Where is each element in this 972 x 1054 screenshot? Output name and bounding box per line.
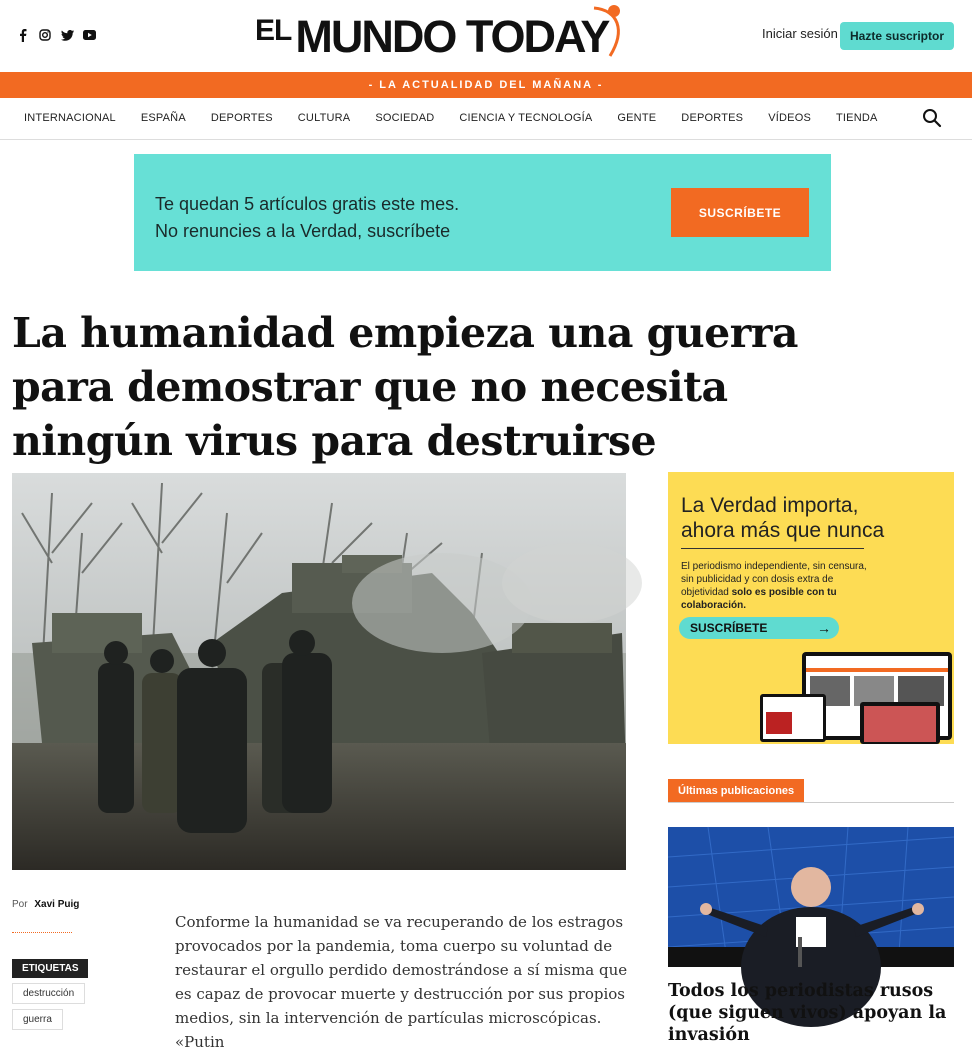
latest-posts-label: Últimas publicaciones [668,779,804,803]
social-links [16,28,96,42]
site-logo[interactable] [255,6,608,68]
ad-subscribe-label: SUSCRÍBETE [690,621,768,635]
latest-post-title[interactable]: Todos los periodistas rusos (que siguen vivos) apoyan la invasión [668,981,947,1045]
arrow-right-icon: → [817,620,831,636]
login-link[interactable]: Iniciar sesión [762,26,838,41]
byline-divider [12,932,72,933]
tag-destruccion[interactable]: destrucción [12,983,85,1004]
latest-post-image[interactable] [668,827,954,967]
ad-headline-line-2: ahora más que nunca [681,519,885,542]
paywall-line-2: No renuncies a la Verdad, suscríbete [155,221,451,241]
byline [12,899,79,910]
nav-item-internacional[interactable]: INTERNACIONAL [24,112,116,124]
article-body: Conforme la humanidad se va recuperando de los estragos provocados por la pandemia, toma cuerpo su voluntad de restaurar el orgullo perdido demostrándose a sí misma que es capaz de provocar muerte y destrucción por sus propios medios, sin la intervención de partículas microscópicas. «Putin [175,913,628,1051]
tagline: - LA ACTUALIDAD DEL MAÑANA - [368,79,604,91]
subscribe-button[interactable]: Hazte suscriptor [840,22,954,50]
ad-body [681,560,881,612]
latest-posts-divider [668,802,954,803]
ad-subscribe-button[interactable] [679,617,839,639]
nav-item-espana[interactable]: ESPAÑA [140,112,186,124]
subscription-ad[interactable] [668,472,954,744]
instagram-icon[interactable] [38,28,52,42]
ad-body-text: El periodismo independiente, sin censura, sin publicidad y con dosis extra de objetividad [681,561,867,598]
ad-body-bold: solo es posible con tu colaboración. [681,587,837,611]
ad-headline-line-1: La Verdad importa, [681,494,859,517]
paywall-line-1: Te quedan 5 artículos gratis este mes. [155,194,460,214]
nav-item-sociedad[interactable]: SOCIEDAD [375,112,435,124]
tagline-bar [0,72,972,98]
tag-guerra[interactable]: guerra [12,1009,63,1030]
logo-prefix: EL [255,14,292,47]
search-icon[interactable] [922,108,942,128]
site-header [0,0,972,72]
nav-item-deportes[interactable]: DEPORTES [210,112,273,124]
article-main-image [12,473,626,870]
nav-item-gente[interactable]: GENTE [617,112,657,124]
paywall-text [155,191,459,245]
tags-title: ETIQUETAS [12,959,88,978]
facebook-icon[interactable] [16,28,30,42]
nav-item-cultura[interactable]: CULTURA [297,112,351,124]
twitter-icon[interactable] [60,28,74,42]
paywall-banner [134,154,831,271]
article-title: La humanidad empieza una guerra para demostrar que no necesita ningún virus para destruirse [12,309,799,465]
devices-mockup-image [760,650,954,744]
nav-item-videos[interactable]: VÍDEOS [768,112,811,124]
logo-swoosh-icon [588,4,628,62]
nav-item-ciencia[interactable]: CIENCIA Y TECNOLOGÍA [459,112,593,124]
byline-prefix: Por [12,899,28,910]
ad-divider [681,548,864,549]
author-link[interactable]: Xavi Puig [34,899,80,910]
youtube-icon[interactable] [82,28,96,42]
ad-headline [681,493,884,543]
paywall-subscribe-button[interactable]: SUSCRÍBETE [671,188,809,237]
main-nav [0,98,972,140]
nav-item-tienda[interactable]: TIENDA [836,112,878,124]
nav-item-deportes-2[interactable]: DEPORTES [681,112,744,124]
logo-name: MUNDO TODAY [295,11,609,62]
